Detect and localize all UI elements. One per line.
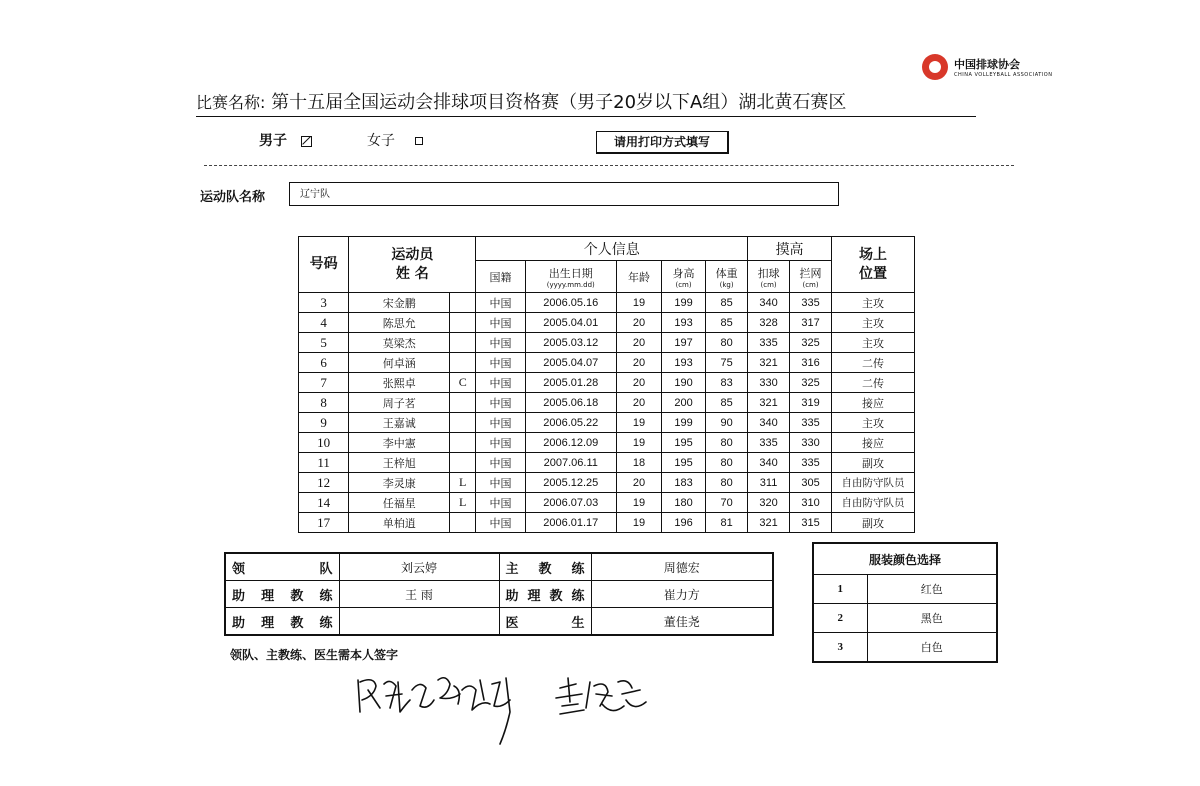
team-name-field[interactable]: 辽宁队 <box>289 182 839 206</box>
player-number: 9 <box>299 413 349 433</box>
player-name: 莫梁杰 <box>349 333 450 353</box>
player-spike-reach: 321 <box>748 353 790 373</box>
player-position: 主攻 <box>832 313 915 333</box>
player-block-reach: 305 <box>790 473 832 493</box>
player-weight: 80 <box>706 473 748 493</box>
player-number: 6 <box>299 353 349 373</box>
player-age: 20 <box>616 333 661 353</box>
uniform-option-row <box>813 575 997 604</box>
player-nationality: 中国 <box>476 373 525 393</box>
player-nationality: 中国 <box>476 453 525 473</box>
uniform-option-number: 1 <box>813 575 867 604</box>
player-number: 11 <box>299 453 349 473</box>
male-label: 男子 <box>259 133 287 149</box>
player-flag <box>450 453 476 473</box>
logo-text: 中国排球协会 <box>954 58 1020 71</box>
player-flag: C <box>450 373 476 393</box>
player-number: 12 <box>299 473 349 493</box>
staff-table <box>224 552 774 636</box>
table-row <box>299 413 915 433</box>
leader-label: 领队 <box>225 553 339 581</box>
player-birth: 2006.05.22 <box>525 413 616 433</box>
player-flag <box>450 313 476 333</box>
header-height-label: 身高 <box>672 266 695 280</box>
match-label: 比赛名称: <box>196 93 266 112</box>
player-birth: 2005.04.01 <box>525 313 616 333</box>
header-athlete-line1: 运动员 <box>391 246 434 263</box>
header-block-unit: (cm) <box>802 280 819 289</box>
player-number: 17 <box>299 513 349 533</box>
player-flag: L <box>450 493 476 513</box>
player-block-reach: 325 <box>790 373 832 393</box>
uniform-option-color: 红色 <box>867 575 997 604</box>
player-spike-reach: 330 <box>748 373 790 393</box>
player-nationality: 中国 <box>476 313 525 333</box>
player-nationality: 中国 <box>476 473 525 493</box>
player-position: 二传 <box>832 373 915 393</box>
player-birth: 2005.06.18 <box>525 393 616 413</box>
player-spike-reach: 321 <box>748 513 790 533</box>
team-label: 运动队名称 <box>200 190 266 205</box>
male-checkbox[interactable] <box>301 136 312 147</box>
player-birth: 2006.07.03 <box>525 493 616 513</box>
header-position-line1: 场上 <box>859 246 888 263</box>
player-nationality: 中国 <box>476 413 525 433</box>
player-name: 王嘉诚 <box>349 413 450 433</box>
player-age: 19 <box>616 493 661 513</box>
header-athlete-line2: 姓 名 <box>395 265 429 282</box>
player-block-reach: 335 <box>790 293 832 313</box>
player-birth: 2006.01.17 <box>525 513 616 533</box>
player-spike-reach: 328 <box>748 313 790 333</box>
player-spike-reach: 320 <box>748 493 790 513</box>
player-age: 18 <box>616 453 661 473</box>
table-row <box>299 293 915 313</box>
player-spike-reach: 340 <box>748 293 790 313</box>
head-coach-value[interactable]: 周德宏 <box>591 553 773 581</box>
uniform-option-row <box>813 633 997 663</box>
head-coach-label: 主教练 <box>499 553 591 581</box>
player-height: 197 <box>662 333 706 353</box>
player-spike-reach: 335 <box>748 333 790 353</box>
player-weight: 81 <box>706 513 748 533</box>
player-position: 自由防守队员 <box>832 473 915 493</box>
uniform-option-color: 白色 <box>867 633 997 663</box>
match-title <box>196 88 976 117</box>
player-name: 李中憲 <box>349 433 450 453</box>
player-flag <box>450 433 476 453</box>
player-block-reach: 335 <box>790 453 832 473</box>
player-block-reach: 310 <box>790 493 832 513</box>
player-name: 张熙卓 <box>349 373 450 393</box>
assistant-coach-label: 助理教练 <box>225 581 339 608</box>
uniform-option-number: 3 <box>813 633 867 663</box>
player-spike-reach: 340 <box>748 413 790 433</box>
player-weight: 75 <box>706 353 748 373</box>
player-flag <box>450 513 476 533</box>
leader-value[interactable]: 刘云婷 <box>339 553 499 581</box>
player-nationality: 中国 <box>476 493 525 513</box>
player-age: 20 <box>616 373 661 393</box>
player-position: 接应 <box>832 433 915 453</box>
player-number: 4 <box>299 313 349 333</box>
player-name: 周子茗 <box>349 393 450 413</box>
player-block-reach: 335 <box>790 413 832 433</box>
player-number: 3 <box>299 293 349 313</box>
player-name: 宋金鹏 <box>349 293 450 313</box>
player-name: 陈思允 <box>349 313 450 333</box>
header-position-line2: 位置 <box>859 265 888 282</box>
table-row <box>299 393 915 413</box>
player-flag <box>450 333 476 353</box>
player-position: 接应 <box>832 393 915 413</box>
table-row <box>299 453 915 473</box>
player-position: 副攻 <box>832 513 915 533</box>
player-weight: 85 <box>706 393 748 413</box>
player-name: 王梓旭 <box>349 453 450 473</box>
player-flag <box>450 353 476 373</box>
player-weight: 83 <box>706 373 748 393</box>
header-athlete <box>349 237 476 293</box>
header-birth-label: 出生日期 <box>548 266 593 280</box>
player-spike-reach: 321 <box>748 393 790 413</box>
table-row <box>299 513 915 533</box>
player-weight: 70 <box>706 493 748 513</box>
player-height: 180 <box>662 493 706 513</box>
player-name: 任福星 <box>349 493 450 513</box>
player-birth: 2007.06.11 <box>525 453 616 473</box>
player-nationality: 中国 <box>476 393 525 413</box>
player-age: 19 <box>616 293 661 313</box>
match-name: 第十五届全国运动会排球项目资格赛（男子20岁以下A组）湖北黄石赛区 <box>271 92 847 113</box>
player-age: 20 <box>616 353 661 373</box>
player-nationality: 中国 <box>476 353 525 373</box>
player-name: 单柏逍 <box>349 513 450 533</box>
uniform-title: 服装颜色选择 <box>813 543 997 575</box>
player-height: 195 <box>662 453 706 473</box>
player-birth: 2006.12.09 <box>525 433 616 453</box>
player-number: 10 <box>299 433 349 453</box>
uniform-option-row <box>813 604 997 633</box>
player-nationality: 中国 <box>476 333 525 353</box>
assistant-coach-value[interactable]: 王 雨 <box>339 581 499 608</box>
player-position: 副攻 <box>832 453 915 473</box>
dashed-divider <box>204 165 1014 166</box>
player-birth: 2005.12.25 <box>525 473 616 493</box>
player-block-reach: 330 <box>790 433 832 453</box>
player-spike-reach: 340 <box>748 453 790 473</box>
player-flag <box>450 393 476 413</box>
player-birth: 2005.04.07 <box>525 353 616 373</box>
header-nationality: 国籍 <box>476 261 525 293</box>
table-row <box>299 373 915 393</box>
header-reach: 摸高 <box>748 237 832 261</box>
assistant-coach-value-2[interactable] <box>339 608 499 636</box>
player-block-reach: 315 <box>790 513 832 533</box>
player-nationality: 中国 <box>476 513 525 533</box>
female-label: 女子 <box>367 133 395 149</box>
header-position <box>832 237 915 293</box>
signature-note: 领队、主教练、医生需本人签字 <box>230 648 399 662</box>
player-weight: 80 <box>706 453 748 473</box>
player-block-reach: 325 <box>790 333 832 353</box>
player-weight: 80 <box>706 433 748 453</box>
table-row <box>299 473 915 493</box>
player-number: 5 <box>299 333 349 353</box>
player-birth: 2006.05.16 <box>525 293 616 313</box>
header-height-unit: (cm) <box>675 280 692 289</box>
player-height: 196 <box>662 513 706 533</box>
player-flag <box>450 413 476 433</box>
doctor-value[interactable]: 董佳尧 <box>591 608 773 636</box>
player-height: 193 <box>662 313 706 333</box>
doctor-label: 医生 <box>499 608 591 636</box>
player-weight: 85 <box>706 293 748 313</box>
player-block-reach: 316 <box>790 353 832 373</box>
player-weight: 90 <box>706 413 748 433</box>
header-personal-info: 个人信息 <box>476 237 748 261</box>
header-height <box>662 261 706 293</box>
player-position: 主攻 <box>832 413 915 433</box>
table-row <box>299 353 915 373</box>
header-spike-label: 扣球 <box>757 266 780 280</box>
player-block-reach: 319 <box>790 393 832 413</box>
print-note: 请用打印方式填写 <box>596 131 729 154</box>
assistant-coach-value-right[interactable]: 崔力方 <box>591 581 773 608</box>
player-spike-reach: 311 <box>748 473 790 493</box>
player-number: 14 <box>299 493 349 513</box>
table-row <box>299 333 915 353</box>
header-birth <box>525 261 616 293</box>
uniform-option-color: 黑色 <box>867 604 997 633</box>
player-block-reach: 317 <box>790 313 832 333</box>
player-nationality: 中国 <box>476 433 525 453</box>
player-age: 20 <box>616 313 661 333</box>
cva-logo <box>922 54 1053 84</box>
header-weight-label: 体重 <box>715 266 738 280</box>
player-height: 190 <box>662 373 706 393</box>
gender-female <box>367 130 423 150</box>
player-number: 7 <box>299 373 349 393</box>
header-spike <box>748 261 790 293</box>
header-age: 年龄 <box>616 261 661 293</box>
uniform-option-number: 2 <box>813 604 867 633</box>
female-checkbox[interactable] <box>415 137 423 145</box>
header-weight-unit: (kg) <box>719 280 734 289</box>
player-height: 199 <box>662 413 706 433</box>
volleyball-logo-icon <box>922 54 948 80</box>
table-row <box>299 433 915 453</box>
player-age: 19 <box>616 433 661 453</box>
table-row <box>299 313 915 333</box>
player-age: 20 <box>616 393 661 413</box>
player-age: 19 <box>616 413 661 433</box>
assistant-coach-label-right: 助理教练 <box>499 581 591 608</box>
player-spike-reach: 335 <box>748 433 790 453</box>
player-position: 二传 <box>832 353 915 373</box>
header-number: 号码 <box>299 237 349 293</box>
player-weight: 80 <box>706 333 748 353</box>
player-height: 200 <box>662 393 706 413</box>
header-birth-format: (yyyy.mm.dd) <box>546 280 595 289</box>
header-block <box>790 261 832 293</box>
table-row <box>299 493 915 513</box>
player-position: 主攻 <box>832 293 915 313</box>
player-position: 主攻 <box>832 333 915 353</box>
player-height: 195 <box>662 433 706 453</box>
player-number: 8 <box>299 393 349 413</box>
player-name: 李灵康 <box>349 473 450 493</box>
player-height: 199 <box>662 293 706 313</box>
player-position: 自由防守队员 <box>832 493 915 513</box>
player-nationality: 中国 <box>476 293 525 313</box>
uniform-color-table <box>812 542 998 663</box>
roster-table <box>298 236 915 533</box>
player-weight: 85 <box>706 313 748 333</box>
header-weight <box>706 261 748 293</box>
player-flag: L <box>450 473 476 493</box>
player-flag <box>450 293 476 313</box>
assistant-coach-label-2: 助理教练 <box>225 608 339 636</box>
player-age: 20 <box>616 473 661 493</box>
player-name: 何卓涵 <box>349 353 450 373</box>
player-height: 193 <box>662 353 706 373</box>
handwritten-signatures <box>350 660 670 750</box>
gender-male <box>259 130 312 150</box>
player-birth: 2005.01.28 <box>525 373 616 393</box>
player-age: 19 <box>616 513 661 533</box>
logo-subtext: CHINA VOLLEYBALL ASSOCIATION <box>954 72 1053 78</box>
player-birth: 2005.03.12 <box>525 333 616 353</box>
header-block-label: 拦网 <box>799 266 822 280</box>
player-height: 183 <box>662 473 706 493</box>
header-spike-unit: (cm) <box>760 280 777 289</box>
